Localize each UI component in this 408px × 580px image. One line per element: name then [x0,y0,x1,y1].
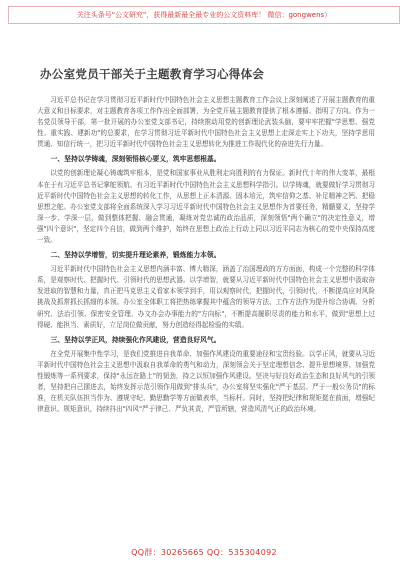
section-paragraph-1: 以党的创新理论凝心铸魂筑牢根本，是党和国家事业从胜利走向胜利的有力保证。新时代十年的伟大变革，最根本在于有习近平总书记掌舵领航、有习近平新时代中国特色社会主义思想科学指引。以学铸魂，就要做好学习贯彻习近平新时代中国特色社会主义思想的转化工作，从思想上正本清源、固本培元，筑牢信仰之基、补足精神之钙、把稳思想之舵。办公室党支部将全面系统深入学习习近平新时代中国特色社会主义思想作为首要任务，精髓要义，坚持学深一步、学深一层，做到整体把握、融会贯通，凝练对党忠诚的政治品质，深刻领悟"两个确立"的决定性意义，增强"四个意识"，坚定四个自信，做到两个维护，始终在思想上政治上行动上同以习近平同志为核心的党中央保持高度一致。 [37,169,375,245]
section-heading-2: 二、坚持以学增智，切实提升理论素养，锻炼能力本领。 [50,251,221,260]
section-paragraph-2: 习近平新时代中国特色社会主义思想内涵丰富、博大精深，涵盖了治国理政的方方面面，构成一个完整的科学体系，是观察时代、把握时代、引领时代的思想武器。以学增智，就要从习近平新时代中国特色社会主义思想中汲取奋发进取的智慧和力量，真正把马克思主义看家本领学到手，用以观察时代，把握时代，引领时代，不断提高应对风险挑战及抓常抓长抓细的本领。办公室全体职工将把热练掌握其中蕴含的领导方法、工作方法作为提升综合协调、分析研究、法治引领、保密安全管理、办文办会办事能力的"方向标"，不断提高履职尽责的能力和水平，做到"思想上过得硬、能担当、素质好，立足岗位做贡献，努力创造经得起检验的实绩。 [37,265,375,329]
document-title: 办公室党员干部关于主题教育学习心得体会 [40,67,265,81]
document-body [37,95,375,419]
intro-paragraph: 习近平总书记在学习贯彻习近平新时代中国特色社会主义思想主题教育工作会议上深刻阐述了开展主题教育的重大意义和目标要求，对主题教育各项工作作出全面部署，为全党开展主题教育提供了根本遵循、指明了方向。作为一名党员领导干部，第一批开展的办公室党支部书记，持续推动用党的创新理论武装头脑，要牢牢把握"学思想、强党性、重实践、建新功"的总要求，在学习贯彻习近平新时代中国特色社会主义思想上走深走实上下功夫，坚持学思用贯通、知信行统一，把习近平新时代中国特色社会主义思想转化为推进工作现代化的奋进先行力量。 [37,96,375,149]
section-heading-1: 一、坚持以学铸魂，深刻领悟核心要义，筑牢思想根基。 [50,155,221,164]
top-banner[interactable]: 关注头条号"公文研究"，获得最新最全最专业的公文资料库！ 微信：gongwens） [8,6,400,24]
section-heading-3: 三、坚持以学正风，持续强化作风建设，营造良好风气。 [50,335,221,344]
section-paragraph-3: 在全党开展集中性学习，是我们党推进自我革命、加强作风建设的重要途径和宝贵经验。以学正风，就要从习近平新时代中国特色社会主义思想中汲取自我革命的勇气和动力，深刻领会关于坚定理想信念、提升思想境界、加强党性锻炼等一系列要求，保持"永远在路上"的韧劲，持之以恒加强作风建设。坚决与好良好政治生态和良好风气的引领者，坚持把自己摆进去，始终发挥示范引领作用做到"排头兵"，办公室将坚实强化"严于基层、严于一般公务员"的标准，在机关队伍担当作为、遵规守纪、勤思勤学等方面做表率，当标杆。同时，坚持把纪律和规矩挺在前面，增强纪律意识、规矩意识，持续抖出"四风"严于律己、严负其责，严管所辖，营造风清气正的政治环境。 [37,349,375,414]
footer-contact: QQ群：30265665 QQ：535304092 [131,548,277,557]
